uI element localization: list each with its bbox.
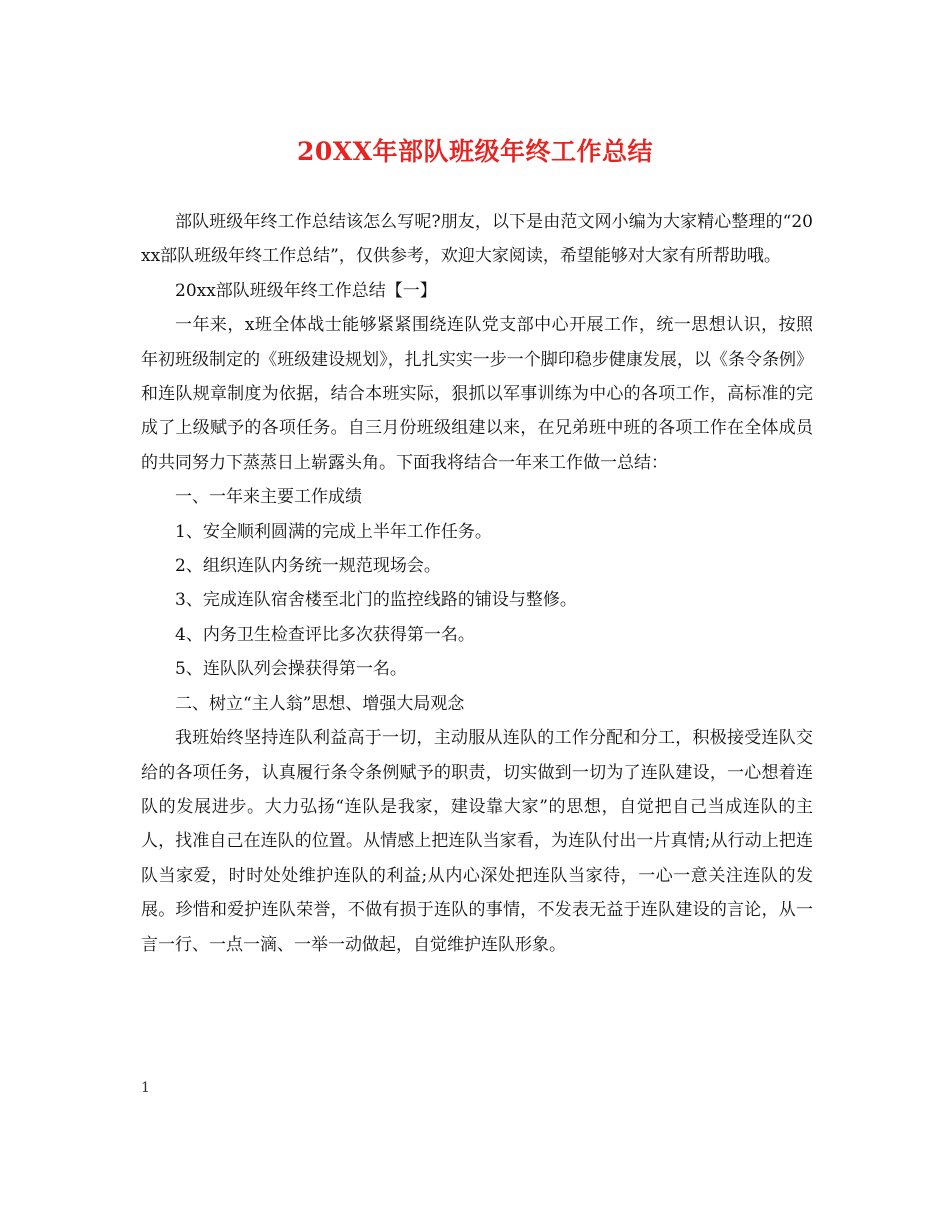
paragraph-intro: 部队班级年终工作总结该怎么写呢?朋友，以下是由范文网小编为大家精心整理的“20xx部队班级年终工作总结”，仅供参考，欢迎大家阅读，希望能够对大家有所帮助哦。: [141, 212, 813, 267]
document-title: 20XX年部队班级年终工作总结: [296, 137, 654, 166]
paragraph-section-heading: 20xx部队班级年终工作总结【一】: [175, 280, 437, 301]
page-number: 1: [141, 1080, 150, 1096]
paragraph-ownership-body: 我班始终坚持连队利益高于一切，主动服从连队的工作分配和分工，积极接受连队交给的各项任务，认真履行条令条例赋予的职责，切实做到一切为了连队建设，一心想着连队的发展进步。大力弘扬“连队是我家，建设靠大家”的思想，自觉把自己当成连队的主人，找准自己在连队的位置。从情感上把连队当家看，为连队付出一片真情;从行动上把连队当家爱，时时处处维护连队的利益;从内心深处把连队当家待，一心一意关注连队的发展。珍惜和爱护连队荣誉，不做有损于连队的事情，不发表无益于连队建设的言论，从一言一行、一点一滴、一举一动做起，自觉维护连队形象。: [141, 728, 813, 955]
list-item: 2、组织连队内务统一规范现场会。: [175, 556, 441, 577]
list-item: 5、连队队列会操获得第一名。: [175, 659, 407, 680]
paragraph-heading-achievements: 一、一年来主要工作成绩: [175, 487, 362, 508]
paragraph-overview: 一年来，x班全体战士能够紧紧围绕连队党支部中心开展工作，统一思想认识，按照年初班级制定的《班级建设规划》，扎扎实实一步一个脚印稳步健康发展，以《条令条例》和连队规章制度为依据，结合本班实际，狠抓以军事训练为中心的各项工作，高标准的完成了上级赋予的各项任务。自三月份班级组建以来，在兄弟班中班的各项工作在全体成员的共同努力下蒸蒸日上崭露头角。下面我将结合一年来工作做一总结：: [141, 315, 813, 473]
document-body: [141, 205, 813, 962]
paragraph-heading-ownership: 二、树立“主人翁”思想、增强大局观念: [175, 693, 465, 714]
list-item: 4、内务卫生检查评比多次获得第一名。: [175, 624, 475, 645]
list-item: 1、安全顺利圆满的完成上半年工作任务。: [175, 521, 492, 542]
list-item: 3、完成连队宿舍楼至北门的监控线路的铺设与整修。: [175, 590, 577, 611]
